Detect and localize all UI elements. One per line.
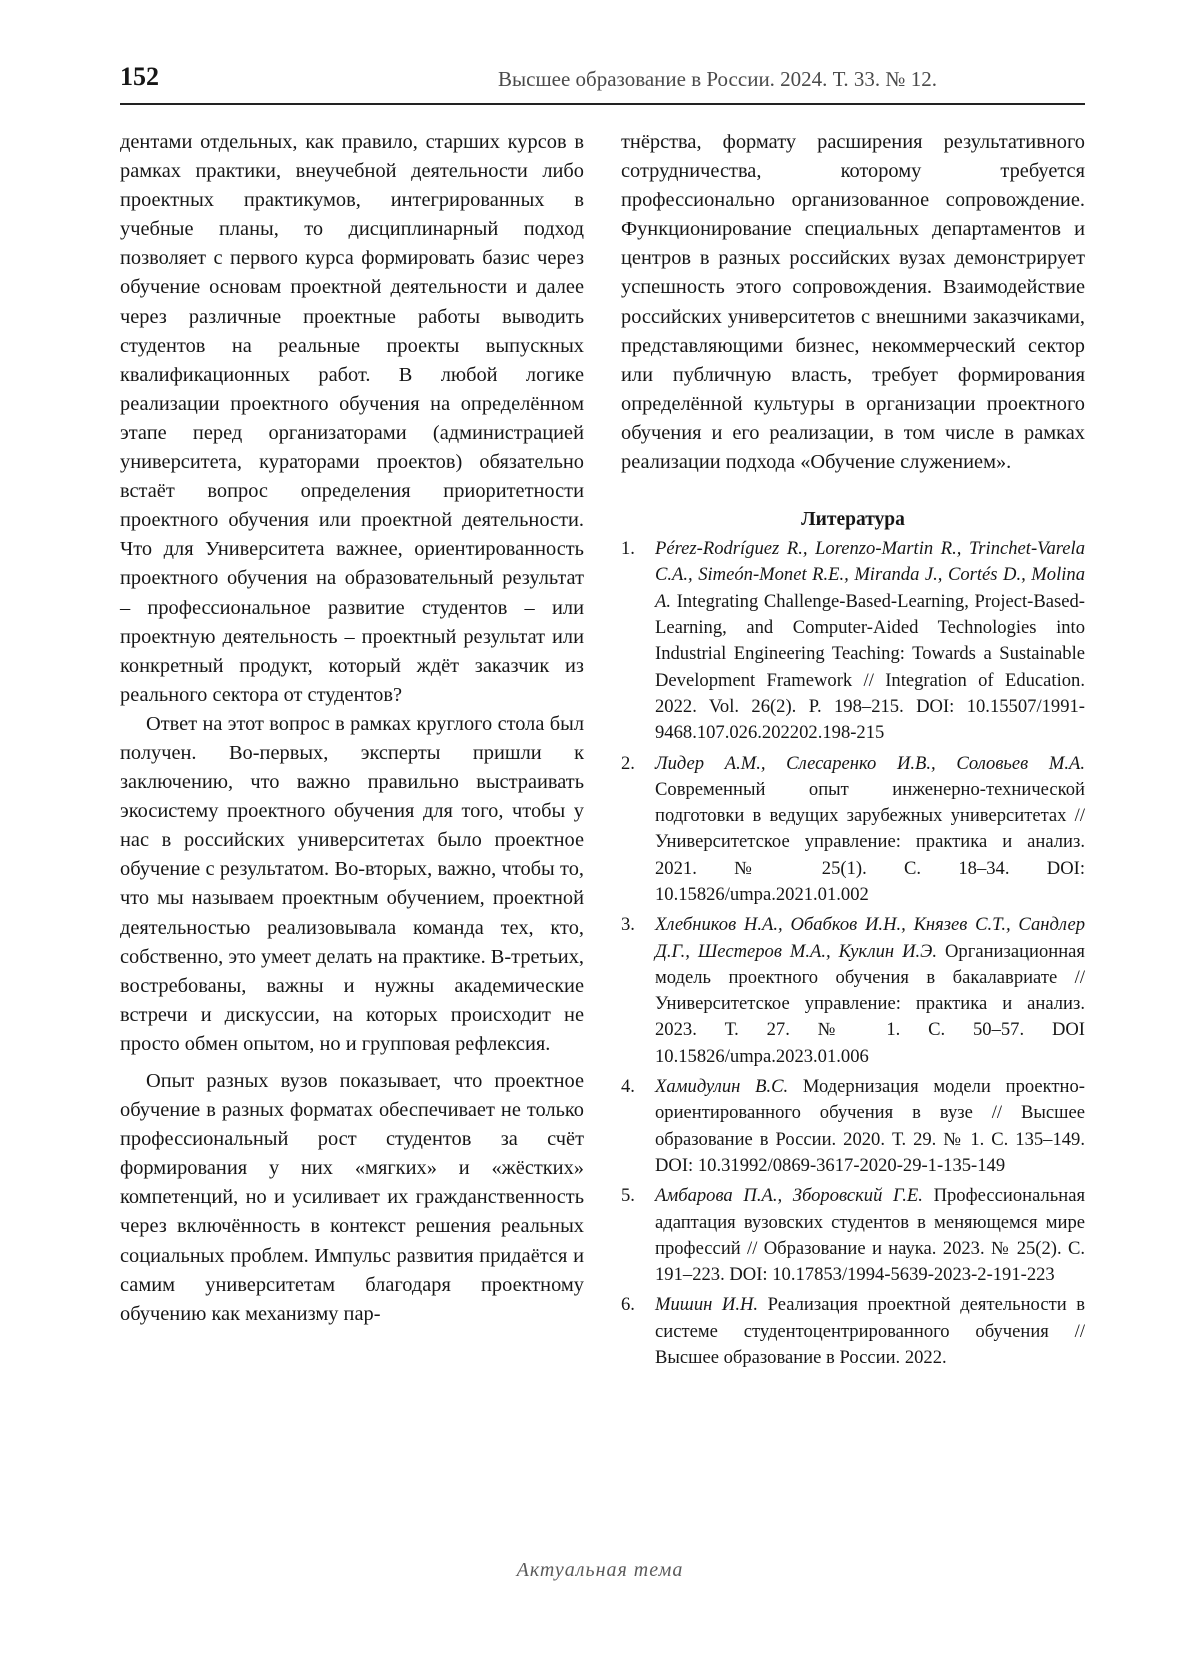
reference-text: Integrating Challenge-Based-Learning, Project-Based-Learning, and Computer-Aided Technologies into Industrial Engineering Teaching: Towards a Sustainable Development Framework // Integration of Education. 2022. Vol. 26(2). P. 198–215. DOI: 10.15507/1991-9468.107.026.202202.198-215 bbox=[655, 590, 1085, 744]
reference-authors: Амбарова П.А., Зборовский Г.Е. bbox=[655, 1185, 923, 1207]
reference-number: 6. bbox=[621, 1294, 635, 1316]
reference-authors: Pérez-Rodríguez R., Lorenzo-Martin R., Trinchet-Varela C.A., Simeón-Monet R.E., Miranda J., Cortés D., Molina A. bbox=[655, 538, 1085, 612]
body-paragraph: дентами отдельных, как правило, старших курсов в рамках практики, внеучебной деятельности либо проектных практикумов, интегрированных в учебные планы, то дисциплинарный подход позволяет с первого курса формировать базис через обучение основам проектной деятельности и далее через различные проектные работы выводить студентов на реальные проекты выпускных квалификационных работ. В любой логике реализации проектного обучения на определённом этапе перед организаторами (администрацией университета, кураторами проектов) обязательно встаёт вопрос определения приоритетности проектного обучения или проектной деятельности. Что для Университета важнее, ориентированность проектного обучения на образовательный результат – профессиональное развитие студентов – или проектную деятельность – проектный результат или конкретный продукт, который ждёт заказчик из реального сектора от студентов? bbox=[120, 131, 584, 706]
left-column bbox=[120, 128, 584, 1329]
body-paragraph: Ответ на этот вопрос в рамках круглого стола был получен. Во-первых, эксперты пришли к заключению, что важно правильно выстраивать экосистему проектного обучения для того, чтобы у нас в российских университетах было проектное обучение с результатом. Во-вторых, важно, чтобы то, что мы называем проектным обучением, проектной деятельностью реализовывала команда тех, кто, собственно, это умеет делать на практике. В-третьих, востребованы, важны и нужны академические встречи и дискуссии, на которых происходит не просто обмен опытом, но и групповая рефлексия. bbox=[120, 712, 584, 1055]
reference-text: Реализация проектной деятельности в системе студентоцентрированного обучения // Высшее образование в России. 2022. bbox=[655, 1294, 1085, 1369]
reference-item bbox=[621, 1183, 1085, 1288]
reference-item bbox=[621, 1292, 1085, 1371]
reference-number: 3. bbox=[621, 914, 635, 936]
page-number: 152 bbox=[120, 62, 159, 91]
reference-text: Современный опыт инженерно-технической подготовки в ведущих зарубежных университетах // Университетское управление: практика и анализ. 2021. № 25(1). С. 18–34. DOI: 10.15826/umpa.2021.01.002 bbox=[655, 778, 1085, 905]
reference-number: 2. bbox=[621, 752, 635, 774]
reference-text: Организационная модель проектного обучения в бакалавриате // Университетское управление: практика и анализ. 2023. Т. 27. № 1. С. 50–57. DOI 10.15826/umpa.2023.01.006 bbox=[655, 940, 1085, 1067]
reference-number: 1. bbox=[621, 538, 635, 560]
right-column bbox=[621, 128, 1085, 1375]
reference-item bbox=[621, 536, 1085, 746]
references-heading: Литература bbox=[801, 509, 905, 531]
reference-text: Профессиональная адаптация вузовских студентов в меняющемся мире профессий // Образование и наука. 2023. № 25(2). С. 191–223. DOI: 10.17853/1994-5639-2023-2-191-223 bbox=[655, 1185, 1085, 1286]
journal-title: Высшее образование в России. 2024. Т. 33. № 12. bbox=[498, 67, 937, 91]
body-paragraph: Опыт разных вузов показывает, что проектное обучение в разных форматах обеспечивает не только профессиональный рост студентов за счёт формирования у них «мягких» и «жёстких» компетенций, но и усиливает их гражданственность через включённость в контекст решения реальных социальных проблем. Импульс развития придаётся и самим университетам благодаря проектному обучению как механизму пар- bbox=[120, 1070, 584, 1325]
page-header bbox=[120, 56, 1084, 96]
reference-authors: Хамидулин В.С. bbox=[655, 1076, 789, 1098]
references-list bbox=[621, 536, 1085, 1371]
header-divider bbox=[120, 103, 1085, 105]
reference-item bbox=[621, 912, 1085, 1070]
section-footer: Актуальная тема bbox=[516, 1559, 684, 1581]
reference-authors: Хлебников Н.А., Обабков И.Н., Князев С.Т., Сандлер Д.Г., Шестеров М.А., Куклин И.Э. bbox=[655, 914, 1085, 962]
reference-number: 5. bbox=[621, 1185, 635, 1207]
body-paragraph: тнёрства, формату расширения результативного сотрудничества, которому требуется профессионально организованное сопровождение. Функционирование специальных департаментов и центров в разных российских вузах демонстрирует успешность этого сопровождения. Взаимодействие российских университетов с внешними заказчиками, представляющими бизнес, некоммерческий сектор или публичную власть, требует формирования определённой культуры в организации проектного обучения и его реализации, в том числе в рамках реализации подхода «Обучение служением». bbox=[621, 131, 1085, 474]
reference-authors: Лидер А.М., Слесаренко И.В., Соловьев М.А. bbox=[655, 752, 1085, 774]
reference-text: Модернизация модели проектно-ориентированного обучения в вузе // Высшее образование в России. 2020. Т. 29. № 1. С. 135–149. DOI: 10.31992/0869-3617-2020-29-1-135-149 bbox=[655, 1076, 1085, 1176]
reference-item bbox=[621, 1074, 1085, 1179]
reference-authors: Мишин И.Н. bbox=[655, 1294, 759, 1316]
reference-item bbox=[621, 751, 1085, 909]
reference-number: 4. bbox=[621, 1076, 635, 1098]
